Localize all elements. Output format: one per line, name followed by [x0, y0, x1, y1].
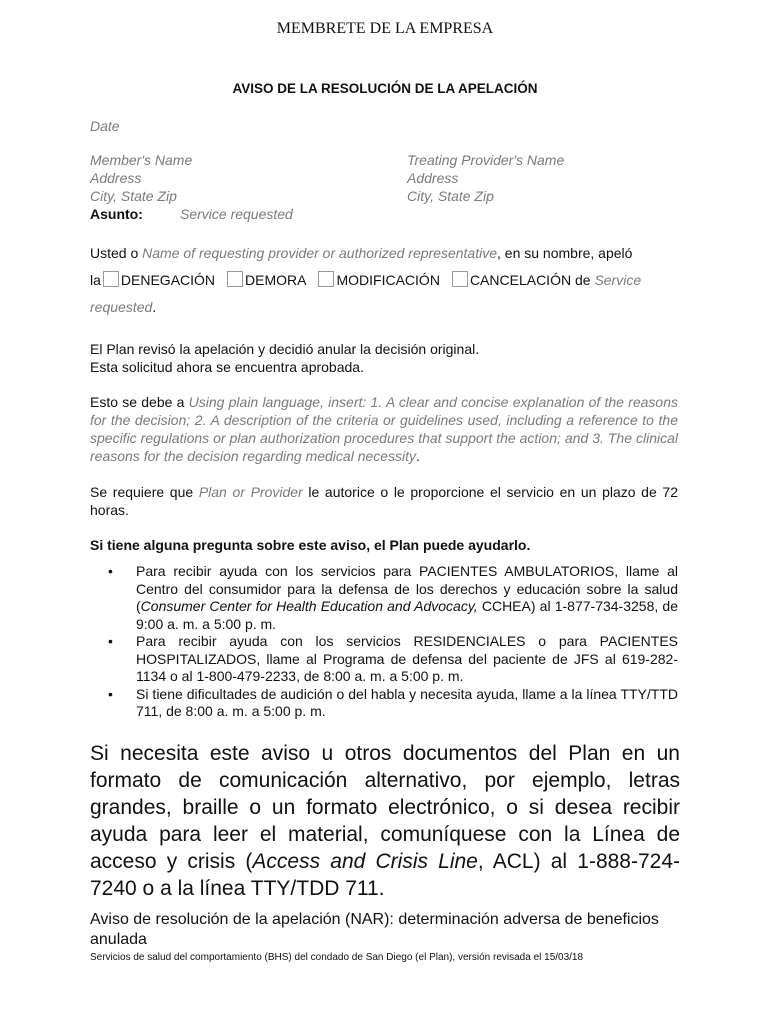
appeal-paragraph [90, 240, 678, 321]
decision-line-2: Esta solicitud ahora se encuentra aprobada. [90, 359, 364, 375]
appeal-line-3 [90, 294, 678, 321]
questions-heading: Si tiene alguna pregunta sobre este aviso, el Plan puede ayudarlo. [90, 537, 531, 553]
provider-address: Address [407, 170, 459, 186]
bullet-icon: • [108, 685, 113, 702]
appeal-line-2 [90, 267, 678, 294]
option-modification-label: MODIFICACIÓN [336, 272, 440, 288]
notice-title: AVISO DE LA RESOLUCIÓN DE LA APELACIÓN [232, 81, 538, 96]
reason-placeholder: Using plain language, insert: 1. A clear and concise explanation of the reasons for the decision; 2. A description of the criteria or guidelines used, including a reference to the specific regulations or plan authorization procedures that support the action; and 3. The clinical reasons for the decision regarding medical necessity [90, 394, 678, 464]
option-termination-label: CANCELACIÓN [469, 272, 572, 288]
help-list [108, 563, 678, 721]
bullet-icon: • [108, 563, 113, 579]
member-city: City, State Zip [90, 188, 177, 204]
appeal-suffix: , en su nombre, apeló [497, 245, 633, 261]
member-address: Address [90, 170, 142, 186]
alternative-format-notice [90, 740, 680, 902]
requester-placeholder: Name of requesting provider or authorized representative [142, 245, 498, 261]
provider-name: Treating Provider's Name [407, 152, 565, 168]
provider-city: City, State Zip [407, 188, 494, 204]
appeal-line-1 [90, 240, 678, 267]
termination-checkbox[interactable] [452, 271, 468, 287]
requirement-suffix: le autorice o le proporcione el servicio en un plazo de 72 horas. [90, 484, 678, 518]
bullet-1-pre: Para recibir ayuda con los servicios para PACIENTES AMBULATORIOS, llame al Centro del consumidor para la defensa de los derechos y educación sobre la salud ( [136, 563, 678, 614]
denial-checkbox[interactable] [103, 271, 119, 287]
service-placeholder-2: requested [90, 299, 153, 315]
list-item [108, 563, 678, 633]
nar-title: Aviso de resolución de la apelación (NAR): determinación adversa de beneficios anulada [90, 911, 659, 948]
member-name: Member's Name [90, 152, 193, 168]
option-delay-label: DEMORA [245, 272, 307, 288]
option-denial-label: DENEGACIÓN [120, 272, 216, 288]
date-placeholder: Date [90, 118, 120, 134]
alt-format-italic: Access and Crisis Line [252, 850, 478, 873]
subject-label: Asunto: [90, 206, 143, 222]
requirement-prefix: Se requiere que [90, 484, 199, 500]
alt-format-post: , ACL) al 1-888-724-7240 o a la línea TTY/TDD 711. [90, 850, 681, 900]
bullet-3-text: Si tiene dificultades de audición o del habla y necesita ayuda, llame a la línea TTY/TTD 711, de 8:00 a. m. a 5:00 p. m. [136, 685, 678, 719]
appeal-de: de [571, 272, 595, 288]
service-placeholder-1: Service [594, 272, 642, 288]
bullet-1-italic: Consumer Center for Health Education and Advocacy, [140, 598, 478, 614]
decision-line-1: El Plan revisó la apelación y decidió anular la decisión original. [90, 341, 480, 357]
requirement-placeholder: Plan or Provider [198, 484, 303, 500]
requirement-paragraph [90, 483, 678, 519]
list-item [108, 633, 678, 686]
provider-block [407, 151, 564, 205]
member-block [90, 151, 293, 223]
appeal-prefix: Usted o [90, 245, 143, 261]
alt-format-pre: Si necesita este aviso u otros documentos del Plan en un formato de comunicación alternativo, por ejemplo, letras grandes, braille o un formato electrónico, o si desea recibir ayuda para leer el material, comuníquese con la Línea de acceso y crisis ( [90, 742, 680, 873]
bullet-1-post: CCHEA) al 1-877-734-3258, de 9:00 a. m. a 5:00 p. m. [136, 598, 678, 632]
reason-prefix: Esto se debe a [90, 394, 189, 410]
letterhead: MEMBRETE DE LA EMPRESA [276, 20, 494, 37]
subject-value: Service requested [180, 206, 293, 222]
appeal-la: la [90, 272, 101, 288]
bullet-icon: • [108, 633, 113, 649]
reason-suffix: . [416, 448, 420, 464]
reason-paragraph [90, 393, 678, 465]
appeal-period: . [152, 299, 157, 315]
list-item [108, 686, 678, 721]
decision-paragraph [90, 340, 678, 376]
modification-checkbox[interactable] [318, 271, 334, 287]
subject-line [90, 205, 293, 223]
bullet-2-text: Para recibir ayuda con los servicios RESIDENCIALES o para PACIENTES HOSPITALIZADOS, llame al Programa de defensa del paciente de JFS al 619-282-1134 o al 1-800-479-2233, de 8:00 a. m. a 5:00 p. m. [136, 633, 678, 684]
delay-checkbox[interactable] [227, 271, 243, 287]
footer-text: Servicios de salud del comportamiento (BHS) del condado de San Diego (el Plan), versión revisada el 15/03/18 [90, 952, 584, 963]
